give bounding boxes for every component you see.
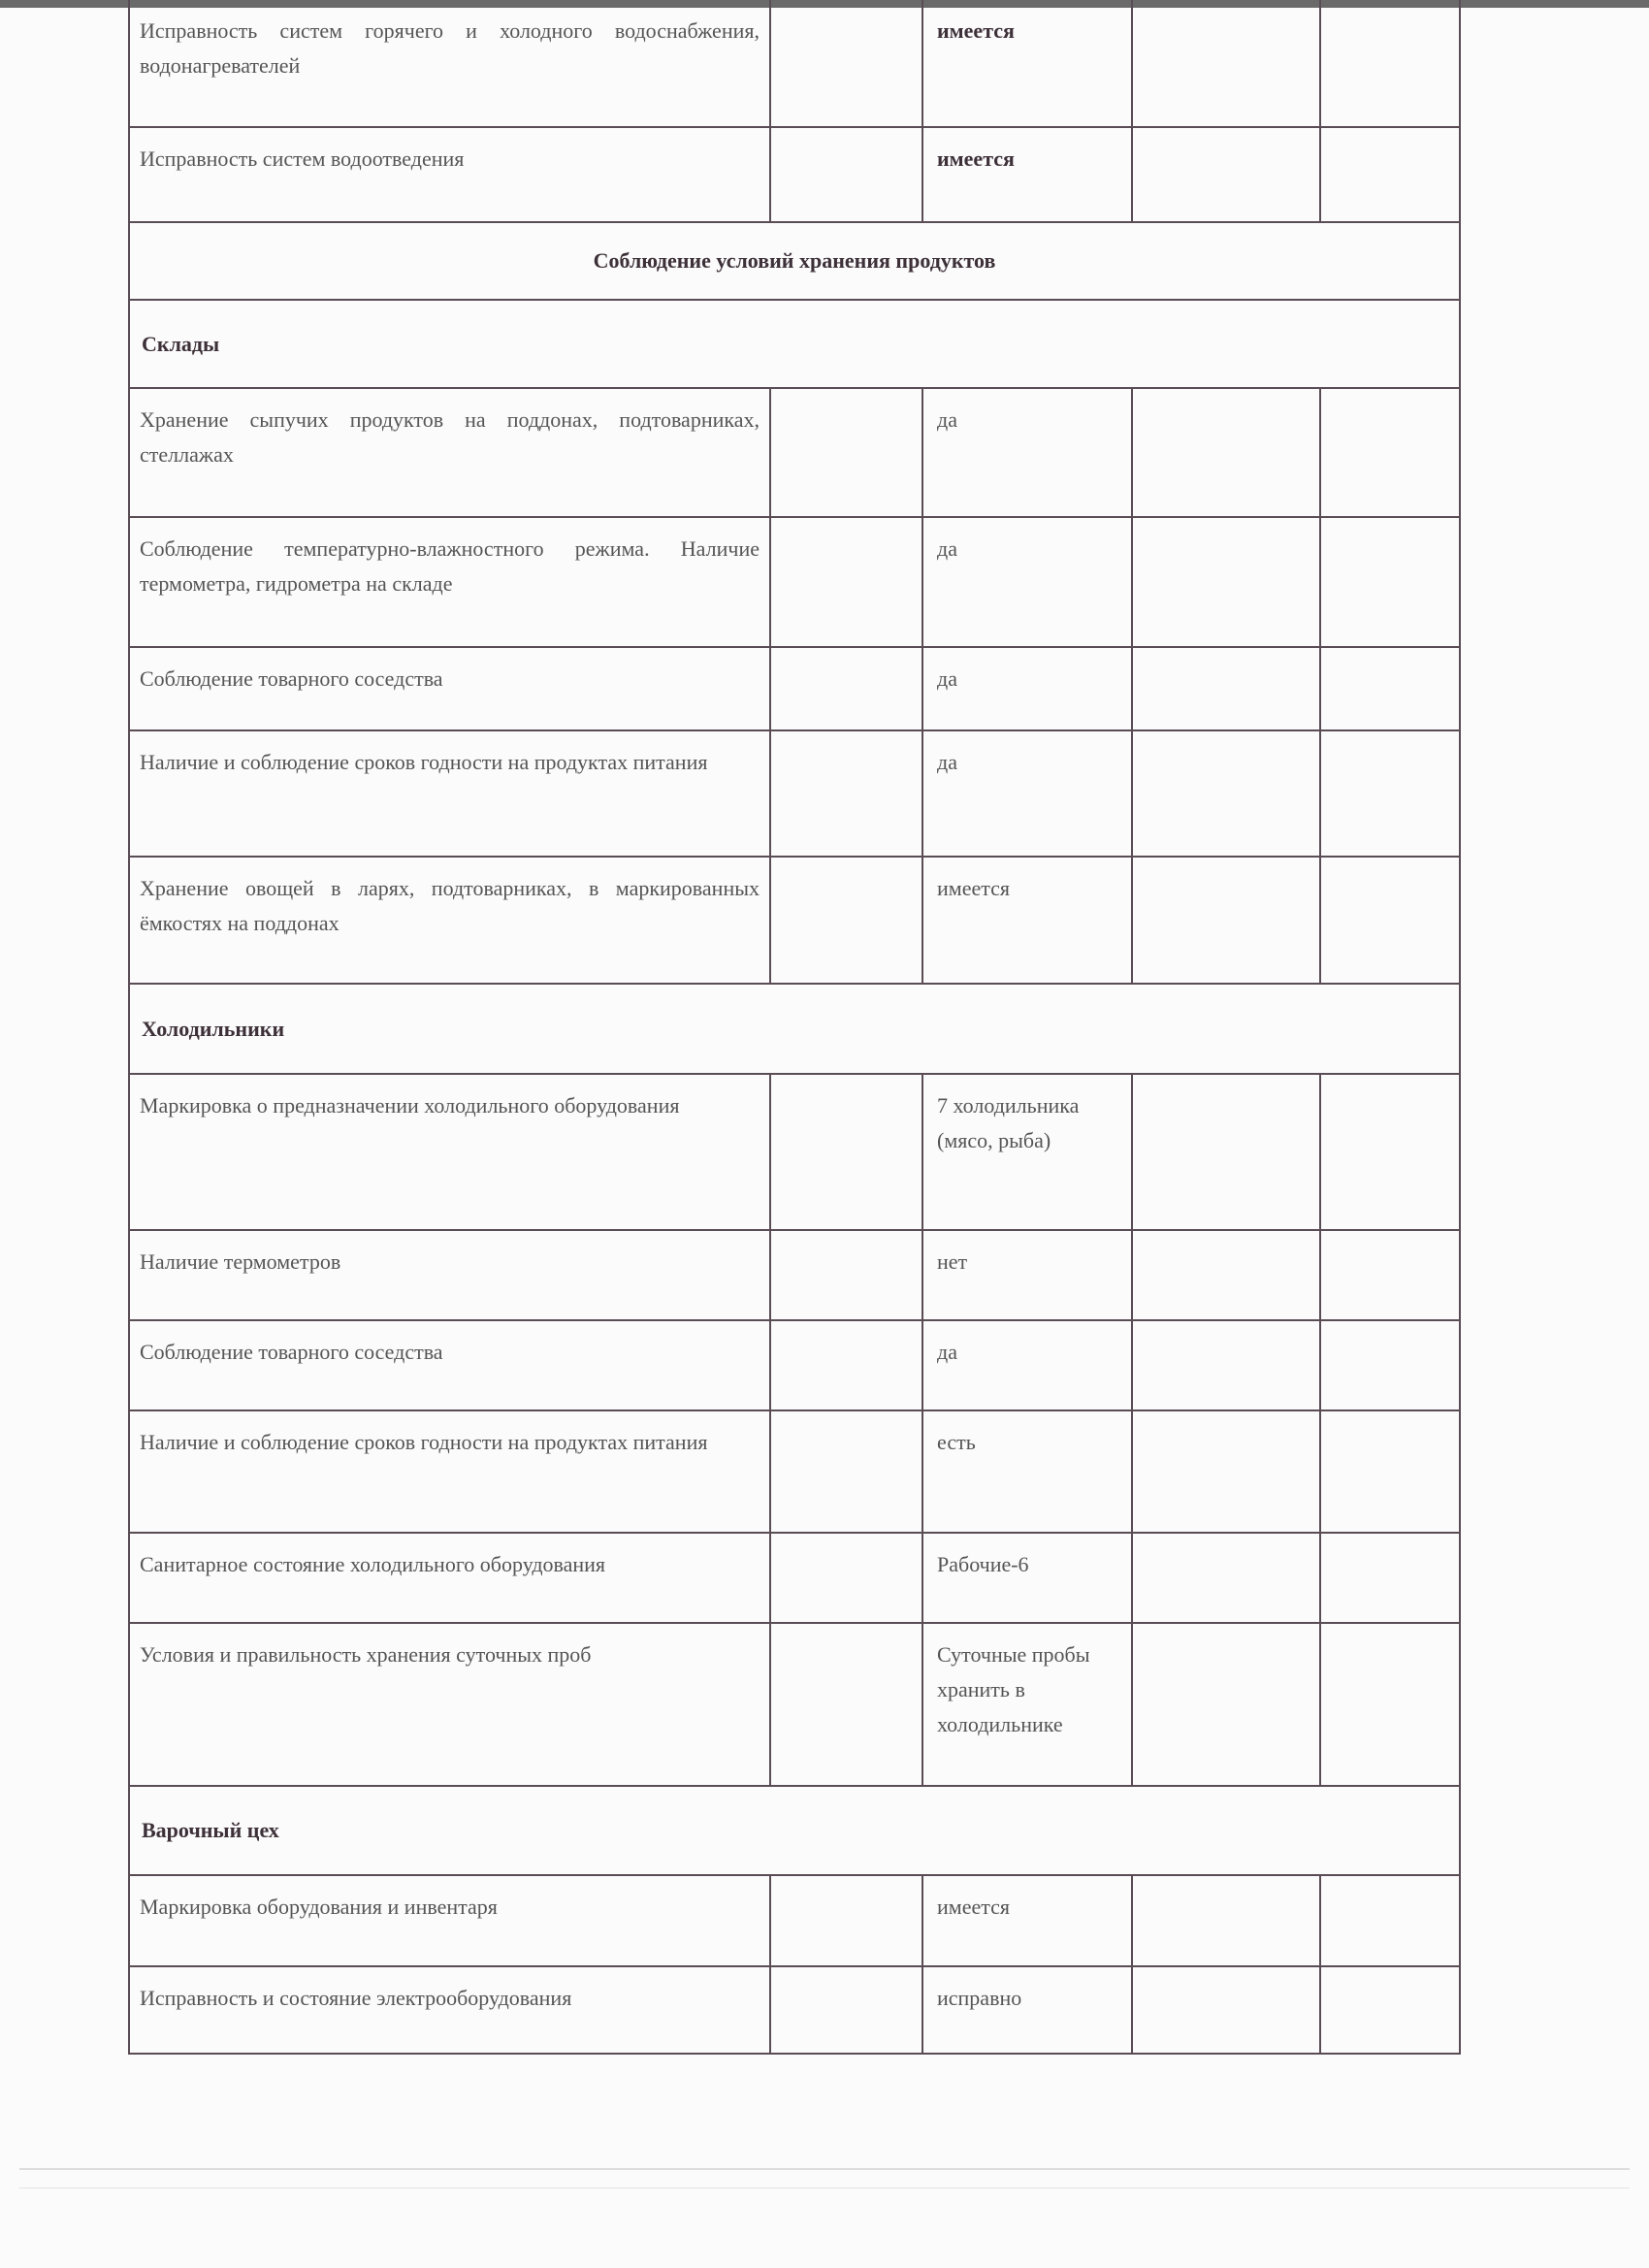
empty-cell <box>1320 517 1460 647</box>
criterion-cell: Соблюдение товарного соседства <box>129 647 770 730</box>
table-row <box>129 388 1460 517</box>
table-row <box>129 517 1460 647</box>
subsection-heading: Холодильники <box>129 984 1460 1074</box>
table-row <box>129 1966 1460 2054</box>
empty-cell <box>770 730 922 857</box>
value-cell: да <box>922 730 1132 857</box>
empty-cell <box>1320 388 1460 517</box>
value-cell: имеется <box>922 127 1132 222</box>
criterion-cell: Маркировка о предназначении холодильного оборудования <box>129 1074 770 1230</box>
criterion-cell: Наличие термометров <box>129 1230 770 1320</box>
empty-cell <box>770 1966 922 2054</box>
criterion-cell: Соблюдение товарного соседства <box>129 1320 770 1410</box>
empty-cell <box>1132 730 1320 857</box>
empty-cell <box>1132 647 1320 730</box>
empty-cell <box>1132 1533 1320 1623</box>
empty-cell <box>1132 1623 1320 1786</box>
empty-cell <box>770 0 922 127</box>
empty-cell <box>1320 857 1460 984</box>
empty-cell <box>1132 1230 1320 1320</box>
inspection-table <box>128 0 1461 2055</box>
empty-cell <box>770 517 922 647</box>
empty-cell <box>770 1410 922 1533</box>
empty-cell <box>1320 1074 1460 1230</box>
page-fold-line <box>19 2187 1630 2188</box>
empty-cell <box>1132 0 1320 127</box>
empty-cell <box>1320 1230 1460 1320</box>
criterion-cell: Условия и правильность хранения суточных проб <box>129 1623 770 1786</box>
section-heading: Соблюдение условий хранения продуктов <box>129 222 1460 300</box>
criterion-cell: Исправность систем водоотведения <box>129 127 770 222</box>
table-row <box>129 1875 1460 1966</box>
empty-cell <box>1320 647 1460 730</box>
empty-cell <box>1132 1875 1320 1966</box>
empty-cell <box>770 1533 922 1623</box>
empty-cell <box>1320 1623 1460 1786</box>
value-cell: нет <box>922 1230 1132 1320</box>
subsection-row <box>129 984 1460 1074</box>
table-row <box>129 857 1460 984</box>
section-row <box>129 222 1460 300</box>
value-cell: да <box>922 517 1132 647</box>
empty-cell <box>770 857 922 984</box>
empty-cell <box>770 1875 922 1966</box>
empty-cell <box>1132 517 1320 647</box>
value-cell: имеется <box>922 1875 1132 1966</box>
value-cell: Рабочие-6 <box>922 1533 1132 1623</box>
value-cell: есть <box>922 1410 1132 1533</box>
empty-cell <box>1132 1966 1320 2054</box>
value-cell: 7 холодильника (мясо, рыба) <box>922 1074 1132 1230</box>
empty-cell <box>1320 1533 1460 1623</box>
subsection-row <box>129 300 1460 388</box>
value-cell: да <box>922 647 1132 730</box>
empty-cell <box>1320 730 1460 857</box>
empty-cell <box>770 1320 922 1410</box>
empty-cell <box>1132 1410 1320 1533</box>
criterion-cell: Санитарное состояние холодильного оборудования <box>129 1533 770 1623</box>
empty-cell <box>1132 388 1320 517</box>
empty-cell <box>1132 1074 1320 1230</box>
empty-cell <box>1320 127 1460 222</box>
empty-cell <box>1132 1320 1320 1410</box>
empty-cell <box>770 1074 922 1230</box>
empty-cell <box>1320 1410 1460 1533</box>
empty-cell <box>770 388 922 517</box>
criterion-cell: Наличие и соблюдение сроков годности на продуктах питания <box>129 1410 770 1533</box>
criterion-cell: Хранение сыпучих продуктов на поддонах, подтоварниках, стеллажах <box>129 388 770 517</box>
subsection-row <box>129 1786 1460 1875</box>
subsection-heading: Склады <box>129 300 1460 388</box>
value-cell: имеется <box>922 0 1132 127</box>
empty-cell <box>770 1230 922 1320</box>
empty-cell <box>770 1623 922 1786</box>
table-row <box>129 730 1460 857</box>
value-cell: имеется <box>922 857 1132 984</box>
value-cell: да <box>922 1320 1132 1410</box>
table-row <box>129 1230 1460 1320</box>
table-row <box>129 1533 1460 1623</box>
table-row <box>129 0 1460 127</box>
criterion-cell: Соблюдение температурно-влажностного режима. Наличие термометра, гидрометра на складе <box>129 517 770 647</box>
table-row <box>129 127 1460 222</box>
criterion-cell: Наличие и соблюдение сроков годности на продуктах питания <box>129 730 770 857</box>
criterion-cell: Исправность систем горячего и холодного водоснабжения, водонагревателей <box>129 0 770 127</box>
empty-cell <box>1320 1320 1460 1410</box>
empty-cell <box>1320 1966 1460 2054</box>
empty-cell <box>1132 127 1320 222</box>
empty-cell <box>770 127 922 222</box>
empty-cell <box>1320 0 1460 127</box>
criterion-cell: Хранение овощей в ларях, подтоварниках, в маркированных ёмкостях на поддонах <box>129 857 770 984</box>
subsection-heading: Варочный цех <box>129 1786 1460 1875</box>
table-row <box>129 647 1460 730</box>
value-cell: Суточные пробы хранить в холодильнике <box>922 1623 1132 1786</box>
value-cell: да <box>922 388 1132 517</box>
empty-cell <box>1320 1875 1460 1966</box>
criterion-cell: Исправность и состояние электрооборудования <box>129 1966 770 2054</box>
table-row <box>129 1623 1460 1786</box>
criterion-cell: Маркировка оборудования и инвентаря <box>129 1875 770 1966</box>
page-fold-line <box>19 2168 1630 2170</box>
value-cell: исправно <box>922 1966 1132 2054</box>
empty-cell <box>770 647 922 730</box>
table-row <box>129 1320 1460 1410</box>
empty-cell <box>1132 857 1320 984</box>
table-row <box>129 1410 1460 1533</box>
table-row <box>129 1074 1460 1230</box>
